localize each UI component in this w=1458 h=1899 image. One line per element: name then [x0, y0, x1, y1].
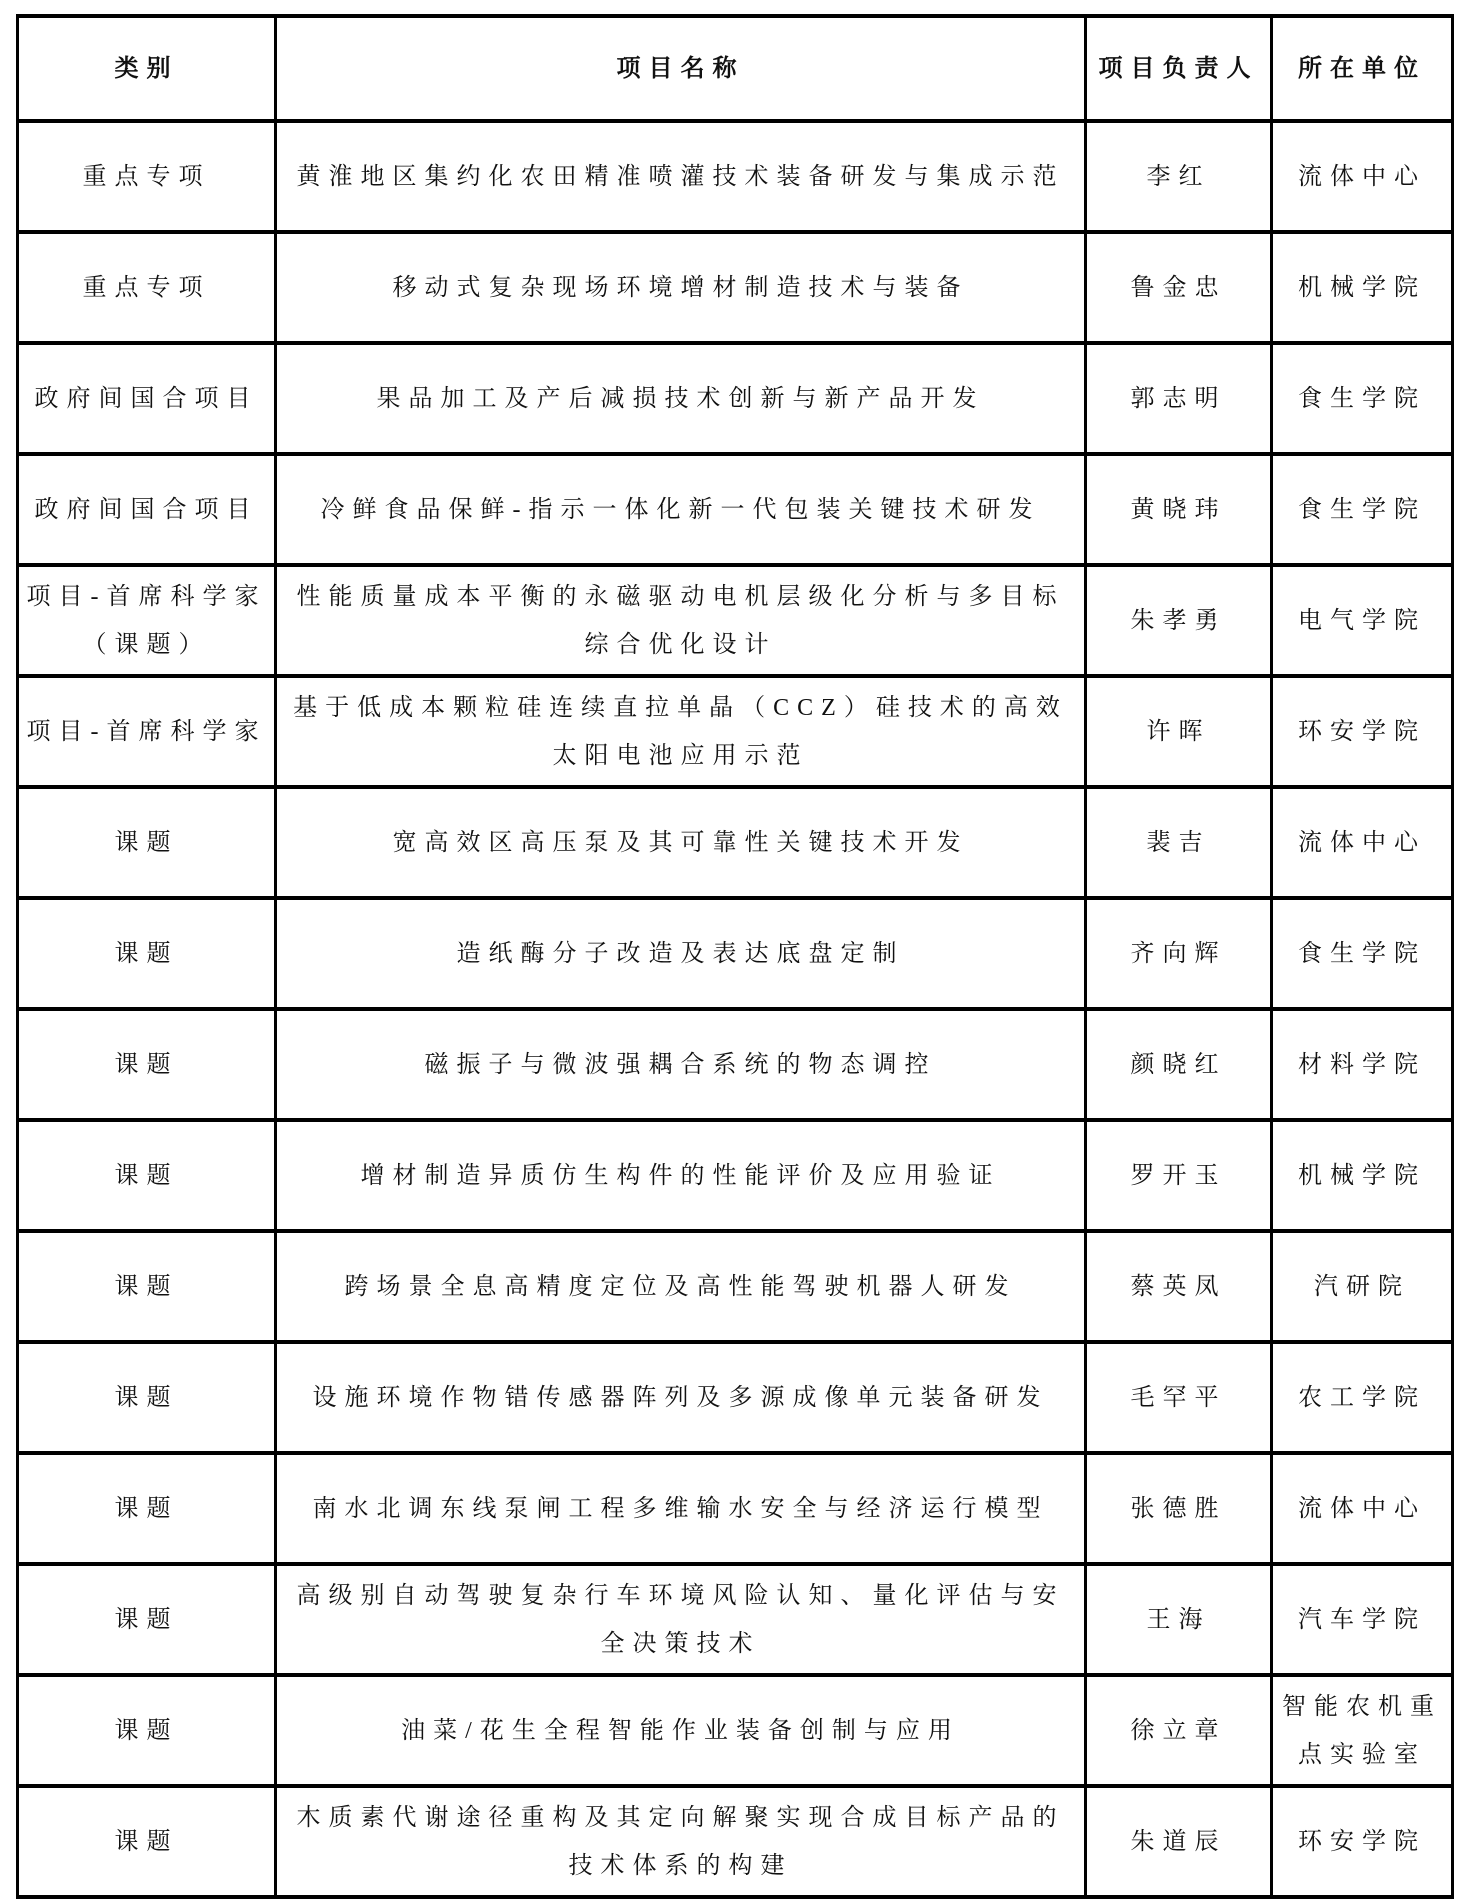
cell-project-leader: 蔡英凤 — [1086, 1231, 1272, 1342]
table-row — [18, 1231, 1453, 1342]
cell-project-leader: 王海 — [1086, 1564, 1272, 1675]
cell-unit: 机械学院 — [1272, 232, 1453, 343]
cell-unit: 食生学院 — [1272, 343, 1453, 454]
cell-category: 课题 — [18, 1120, 276, 1231]
table-row — [18, 1564, 1453, 1675]
cell-project-leader: 李红 — [1086, 121, 1272, 232]
cell-unit: 食生学院 — [1272, 454, 1453, 565]
cell-unit: 农工学院 — [1272, 1342, 1453, 1453]
cell-category: 政府间国合项目 — [18, 454, 276, 565]
cell-unit: 流体中心 — [1272, 121, 1453, 232]
cell-category: 重点专项 — [18, 232, 276, 343]
cell-project-name: 黄淮地区集约化农田精准喷灌技术装备研发与集成示范 — [276, 121, 1086, 232]
cell-project-leader: 颜晓红 — [1086, 1009, 1272, 1120]
table-row — [18, 121, 1453, 232]
cell-category: 重点专项 — [18, 121, 276, 232]
table-row — [18, 1675, 1453, 1786]
cell-unit: 食生学院 — [1272, 898, 1453, 1009]
cell-unit: 汽车学院 — [1272, 1564, 1453, 1675]
cell-project-name: 木质素代谢途径重构及其定向解聚实现合成目标产品的技术体系的构建 — [276, 1786, 1086, 1897]
cell-unit: 环安学院 — [1272, 1786, 1453, 1897]
table-row — [18, 1120, 1453, 1231]
cell-project-leader: 朱孝勇 — [1086, 565, 1272, 676]
cell-project-leader: 鲁金忠 — [1086, 232, 1272, 343]
cell-project-name: 果品加工及产后减损技术创新与新产品开发 — [276, 343, 1086, 454]
cell-category: 政府间国合项目 — [18, 343, 276, 454]
cell-project-leader: 郭志明 — [1086, 343, 1272, 454]
table-row — [18, 454, 1453, 565]
cell-category: 课题 — [18, 1564, 276, 1675]
projects-table — [16, 14, 1454, 1899]
cell-category: 课题 — [18, 787, 276, 898]
cell-category: 课题 — [18, 1675, 276, 1786]
header-project-name: 项目名称 — [276, 16, 1086, 121]
table-row — [18, 1009, 1453, 1120]
cell-project-name: 冷鲜食品保鲜-指示一体化新一代包装关键技术研发 — [276, 454, 1086, 565]
cell-unit: 智能农机重点实验室 — [1272, 1675, 1453, 1786]
cell-project-leader: 裴吉 — [1086, 787, 1272, 898]
table-row — [18, 787, 1453, 898]
cell-project-leader: 朱道辰 — [1086, 1786, 1272, 1897]
cell-project-leader: 黄晓玮 — [1086, 454, 1272, 565]
cell-category: 课题 — [18, 898, 276, 1009]
cell-project-name: 增材制造异质仿生构件的性能评价及应用验证 — [276, 1120, 1086, 1231]
header-project-leader: 项目负责人 — [1086, 16, 1272, 121]
cell-project-leader: 张德胜 — [1086, 1453, 1272, 1564]
cell-unit: 汽研院 — [1272, 1231, 1453, 1342]
cell-project-leader: 罗开玉 — [1086, 1120, 1272, 1231]
table-row — [18, 1453, 1453, 1564]
cell-category: 课题 — [18, 1786, 276, 1897]
table-row — [18, 676, 1453, 787]
cell-unit: 电气学院 — [1272, 565, 1453, 676]
cell-unit: 材料学院 — [1272, 1009, 1453, 1120]
cell-project-leader: 齐向辉 — [1086, 898, 1272, 1009]
table-row — [18, 343, 1453, 454]
cell-category: 项目-首席科学家（课题） — [18, 565, 276, 676]
header-row — [18, 16, 1453, 121]
cell-project-name: 高级别自动驾驶复杂行车环境风险认知、量化评估与安全决策技术 — [276, 1564, 1086, 1675]
cell-project-name: 移动式复杂现场环境增材制造技术与装备 — [276, 232, 1086, 343]
cell-project-leader: 徐立章 — [1086, 1675, 1272, 1786]
cell-project-name: 油菜/花生全程智能作业装备创制与应用 — [276, 1675, 1086, 1786]
cell-category: 课题 — [18, 1342, 276, 1453]
cell-project-name: 基于低成本颗粒硅连续直拉单晶（CCZ）硅技术的高效太阳电池应用示范 — [276, 676, 1086, 787]
cell-project-name: 跨场景全息高精度定位及高性能驾驶机器人研发 — [276, 1231, 1086, 1342]
cell-project-name: 南水北调东线泵闸工程多维输水安全与经济运行模型 — [276, 1453, 1086, 1564]
table-row — [18, 1786, 1453, 1897]
cell-category: 项目-首席科学家 — [18, 676, 276, 787]
cell-project-leader: 许晖 — [1086, 676, 1272, 787]
cell-category: 课题 — [18, 1453, 276, 1564]
table-row — [18, 898, 1453, 1009]
header-category: 类别 — [18, 16, 276, 121]
table-row — [18, 565, 1453, 676]
cell-unit: 流体中心 — [1272, 787, 1453, 898]
cell-project-name: 性能质量成本平衡的永磁驱动电机层级化分析与多目标综合优化设计 — [276, 565, 1086, 676]
cell-category: 课题 — [18, 1009, 276, 1120]
cell-unit: 环安学院 — [1272, 676, 1453, 787]
cell-project-leader: 毛罕平 — [1086, 1342, 1272, 1453]
table-row — [18, 232, 1453, 343]
cell-project-name: 磁振子与微波强耦合系统的物态调控 — [276, 1009, 1086, 1120]
cell-project-name: 设施环境作物错传感器阵列及多源成像单元装备研发 — [276, 1342, 1086, 1453]
cell-category: 课题 — [18, 1231, 276, 1342]
cell-unit: 流体中心 — [1272, 1453, 1453, 1564]
table-row — [18, 1342, 1453, 1453]
cell-project-name: 造纸酶分子改造及表达底盘定制 — [276, 898, 1086, 1009]
cell-project-name: 宽高效区高压泵及其可靠性关键技术开发 — [276, 787, 1086, 898]
cell-unit: 机械学院 — [1272, 1120, 1453, 1231]
header-unit: 所在单位 — [1272, 16, 1453, 121]
